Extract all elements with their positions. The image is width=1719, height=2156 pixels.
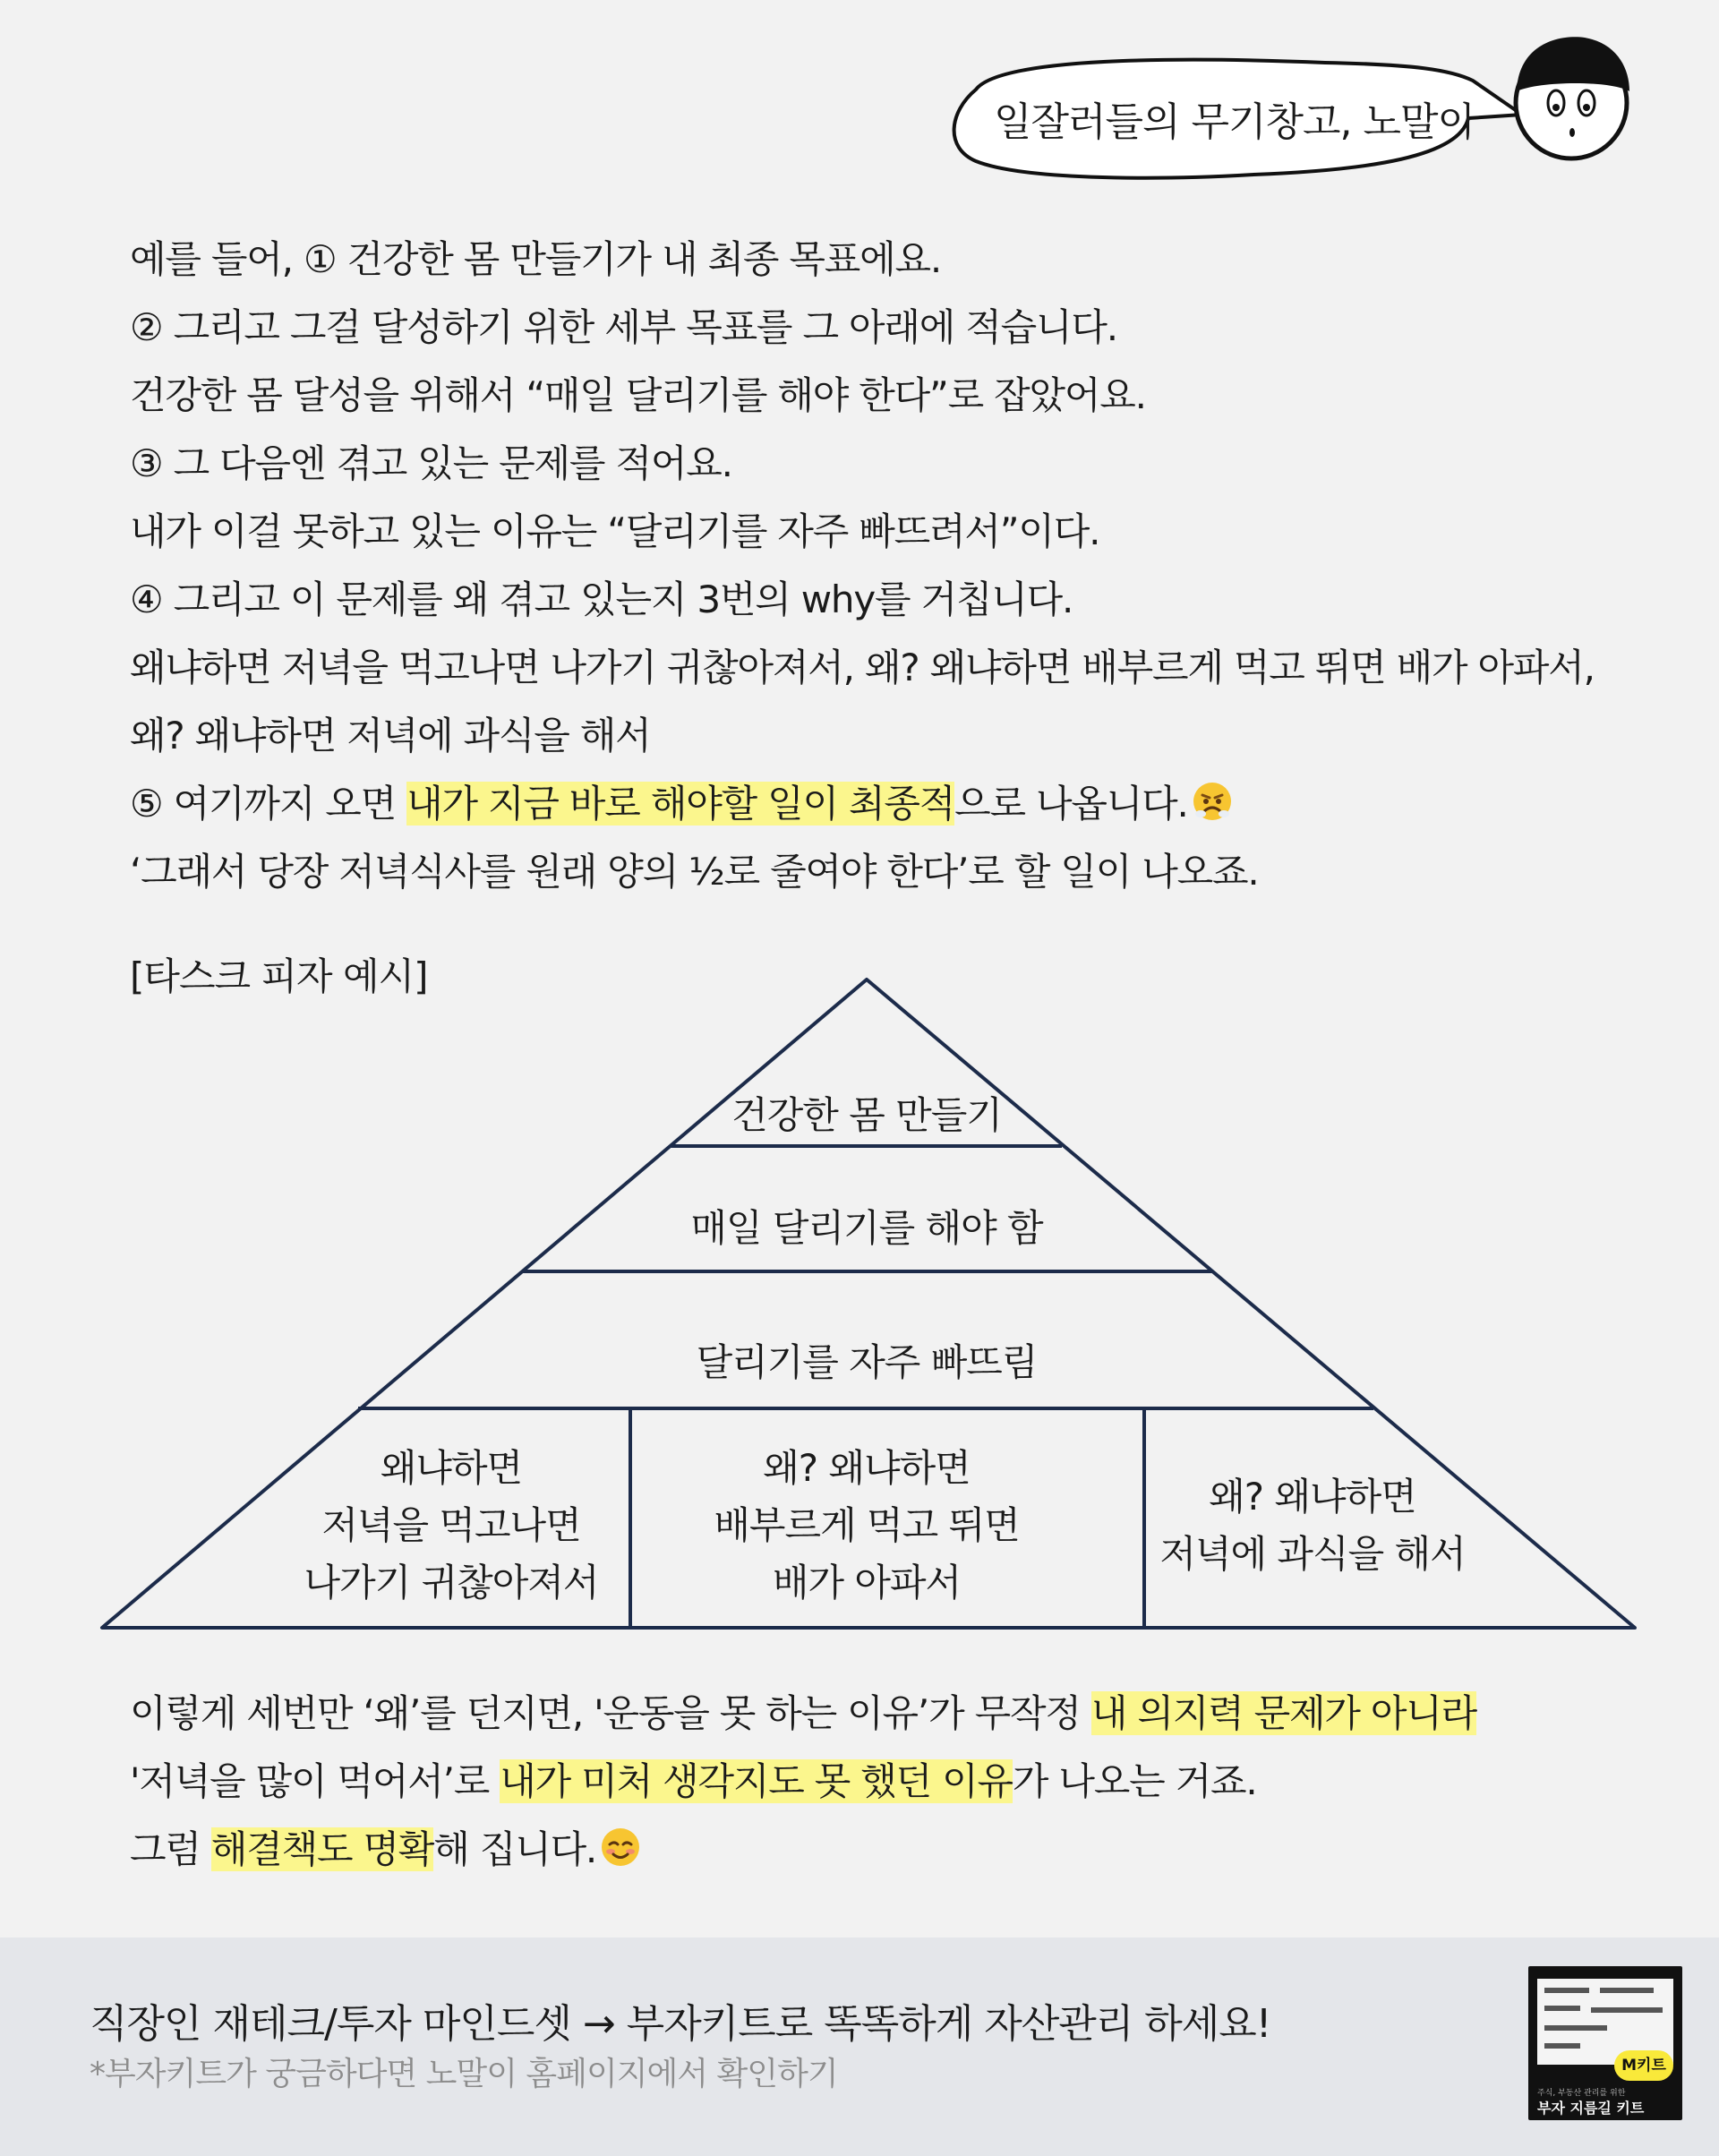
conclusion-paragraph (130, 1680, 1634, 1884)
why-3-line: 저녁에 과식을 해서 (1159, 1532, 1466, 1576)
thumbnail-line (1600, 1988, 1654, 1993)
pyramid-level-2: 매일 달리기를 해야 함 (690, 1206, 1043, 1250)
paragraph-line: ‘그래서 당장 저녁식사를 원래 양의 ½로 줄여야 한다’로 할 일이 나오죠. (130, 850, 1259, 894)
paragraph-line: ② 그리고 그걸 달성하기 위한 세부 목표를 그 아래에 적습니다. (130, 305, 1117, 349)
paragraph-line: 왜? 왜냐하면 저녁에 과식을 해서 (130, 714, 651, 757)
footer-sub-text: *부자키트가 궁금하다면 노말이 홈페이지에서 확인하기 (90, 2056, 838, 2092)
conclusion-line (130, 1816, 1634, 1884)
pyramid-why-3 (1133, 1468, 1492, 1583)
paragraph-line: 내가 이걸 못하고 있는 이유는 “달리기를 자주 빠뜨려서”이다. (130, 509, 1100, 553)
kit-caption-top: 주식, 부동산 관리를 위한 (1537, 2089, 1626, 2098)
step5-line (130, 770, 1634, 838)
why-2-line: 왜? 왜냐하면 (763, 1446, 971, 1490)
conclusion-text: 해 집니다. (433, 1827, 597, 1871)
pyramid-why-1 (272, 1440, 630, 1612)
conclusion-text: 가 나오는 거죠. (1012, 1759, 1257, 1803)
why-2-line: 배가 아파서 (772, 1561, 962, 1604)
kit-thumbnail[interactable] (1528, 1966, 1682, 2120)
thumbnail-line (1544, 1988, 1589, 1993)
conclusion-text: '저녁을 많이 먹어서’로 (130, 1759, 500, 1803)
paragraph-line: 건강한 몸 달성을 위해서 “매일 달리기를 해야 한다”로 잡았어요. (130, 373, 1146, 417)
why-1-line: 나가기 귀찮아져서 (304, 1561, 599, 1604)
footer-cta-text[interactable]: 직장인 재테크/투자 마인드셋 → 부자키트로 똑똑하게 자산관리 하세요! (90, 2001, 1271, 2047)
example-title: [타스크 피자 예시] (130, 954, 428, 998)
pyramid-level-1: 건강한 몸 만들기 (731, 1093, 1002, 1137)
why-2-line: 배부르게 먹고 뛰면 (714, 1503, 1020, 1547)
bubble-text: 일잘러들의 무기창고, 노말이 (994, 99, 1475, 145)
paragraph-line: ④ 그리고 이 문제를 왜 겪고 있는지 3번의 why를 거칩니다. (130, 578, 1073, 621)
body-paragraph (130, 226, 1634, 906)
conclusion-highlight: 내가 미처 생각지도 못 했던 이유 (500, 1759, 1013, 1803)
kit-caption: 부자 지름길 키트 (1537, 2100, 1645, 2117)
step5-suffix: 으로 나옵니다. (954, 782, 1188, 826)
why-3-line: 왜? 왜냐하면 (1209, 1475, 1416, 1519)
conclusion-line (130, 1680, 1634, 1748)
smiling-blush-emoji-icon (600, 1827, 641, 1868)
conclusion-highlight: 내 의지력 문제가 아니라 (1090, 1691, 1477, 1735)
paragraph-line: 왜냐하면 저녁을 먹고나면 나가기 귀찮아져서, 왜? 왜냐하면 배부르게 먹고 뛰면 배가 아파서, (130, 646, 1595, 689)
step5-highlight: 내가 지금 바로 해야할 일이 최종적 (406, 782, 955, 826)
conclusion-text: 그럼 (130, 1827, 211, 1871)
frowning-steam-emoji-icon (1192, 781, 1233, 822)
conclusion-line (130, 1748, 1634, 1816)
pyramid-level-3: 달리기를 자주 빠뜨림 (696, 1340, 1038, 1384)
step5-prefix: ⑤ 여기까지 오면 (130, 782, 407, 826)
paragraph-line: 예를 들어, ① 건강한 몸 만들기가 내 최종 목표에요. (130, 237, 942, 281)
conclusion-highlight: 해결책도 명확 (210, 1827, 434, 1871)
why-1-line: 저녁을 먹고나면 (321, 1503, 581, 1547)
footer-banner[interactable] (0, 1938, 1719, 2156)
paragraph-line: ③ 그 다음엔 겪고 있는 문제를 적어요. (130, 441, 732, 485)
thumbnail-line (1591, 2007, 1663, 2013)
character-face-icon (1504, 27, 1638, 170)
why-1-line: 왜냐하면 (380, 1446, 523, 1490)
thumbnail-line (1544, 2006, 1580, 2011)
thumbnail-line (1544, 2025, 1607, 2031)
thumbnail-line (1544, 2043, 1580, 2049)
kit-badge: M키트 (1614, 2050, 1673, 2081)
pyramid-why-2 (688, 1440, 1046, 1612)
conclusion-text: 이렇게 세번만 ‘왜’를 던지면, '운동을 못 하는 이유’가 무작정 (130, 1691, 1091, 1735)
